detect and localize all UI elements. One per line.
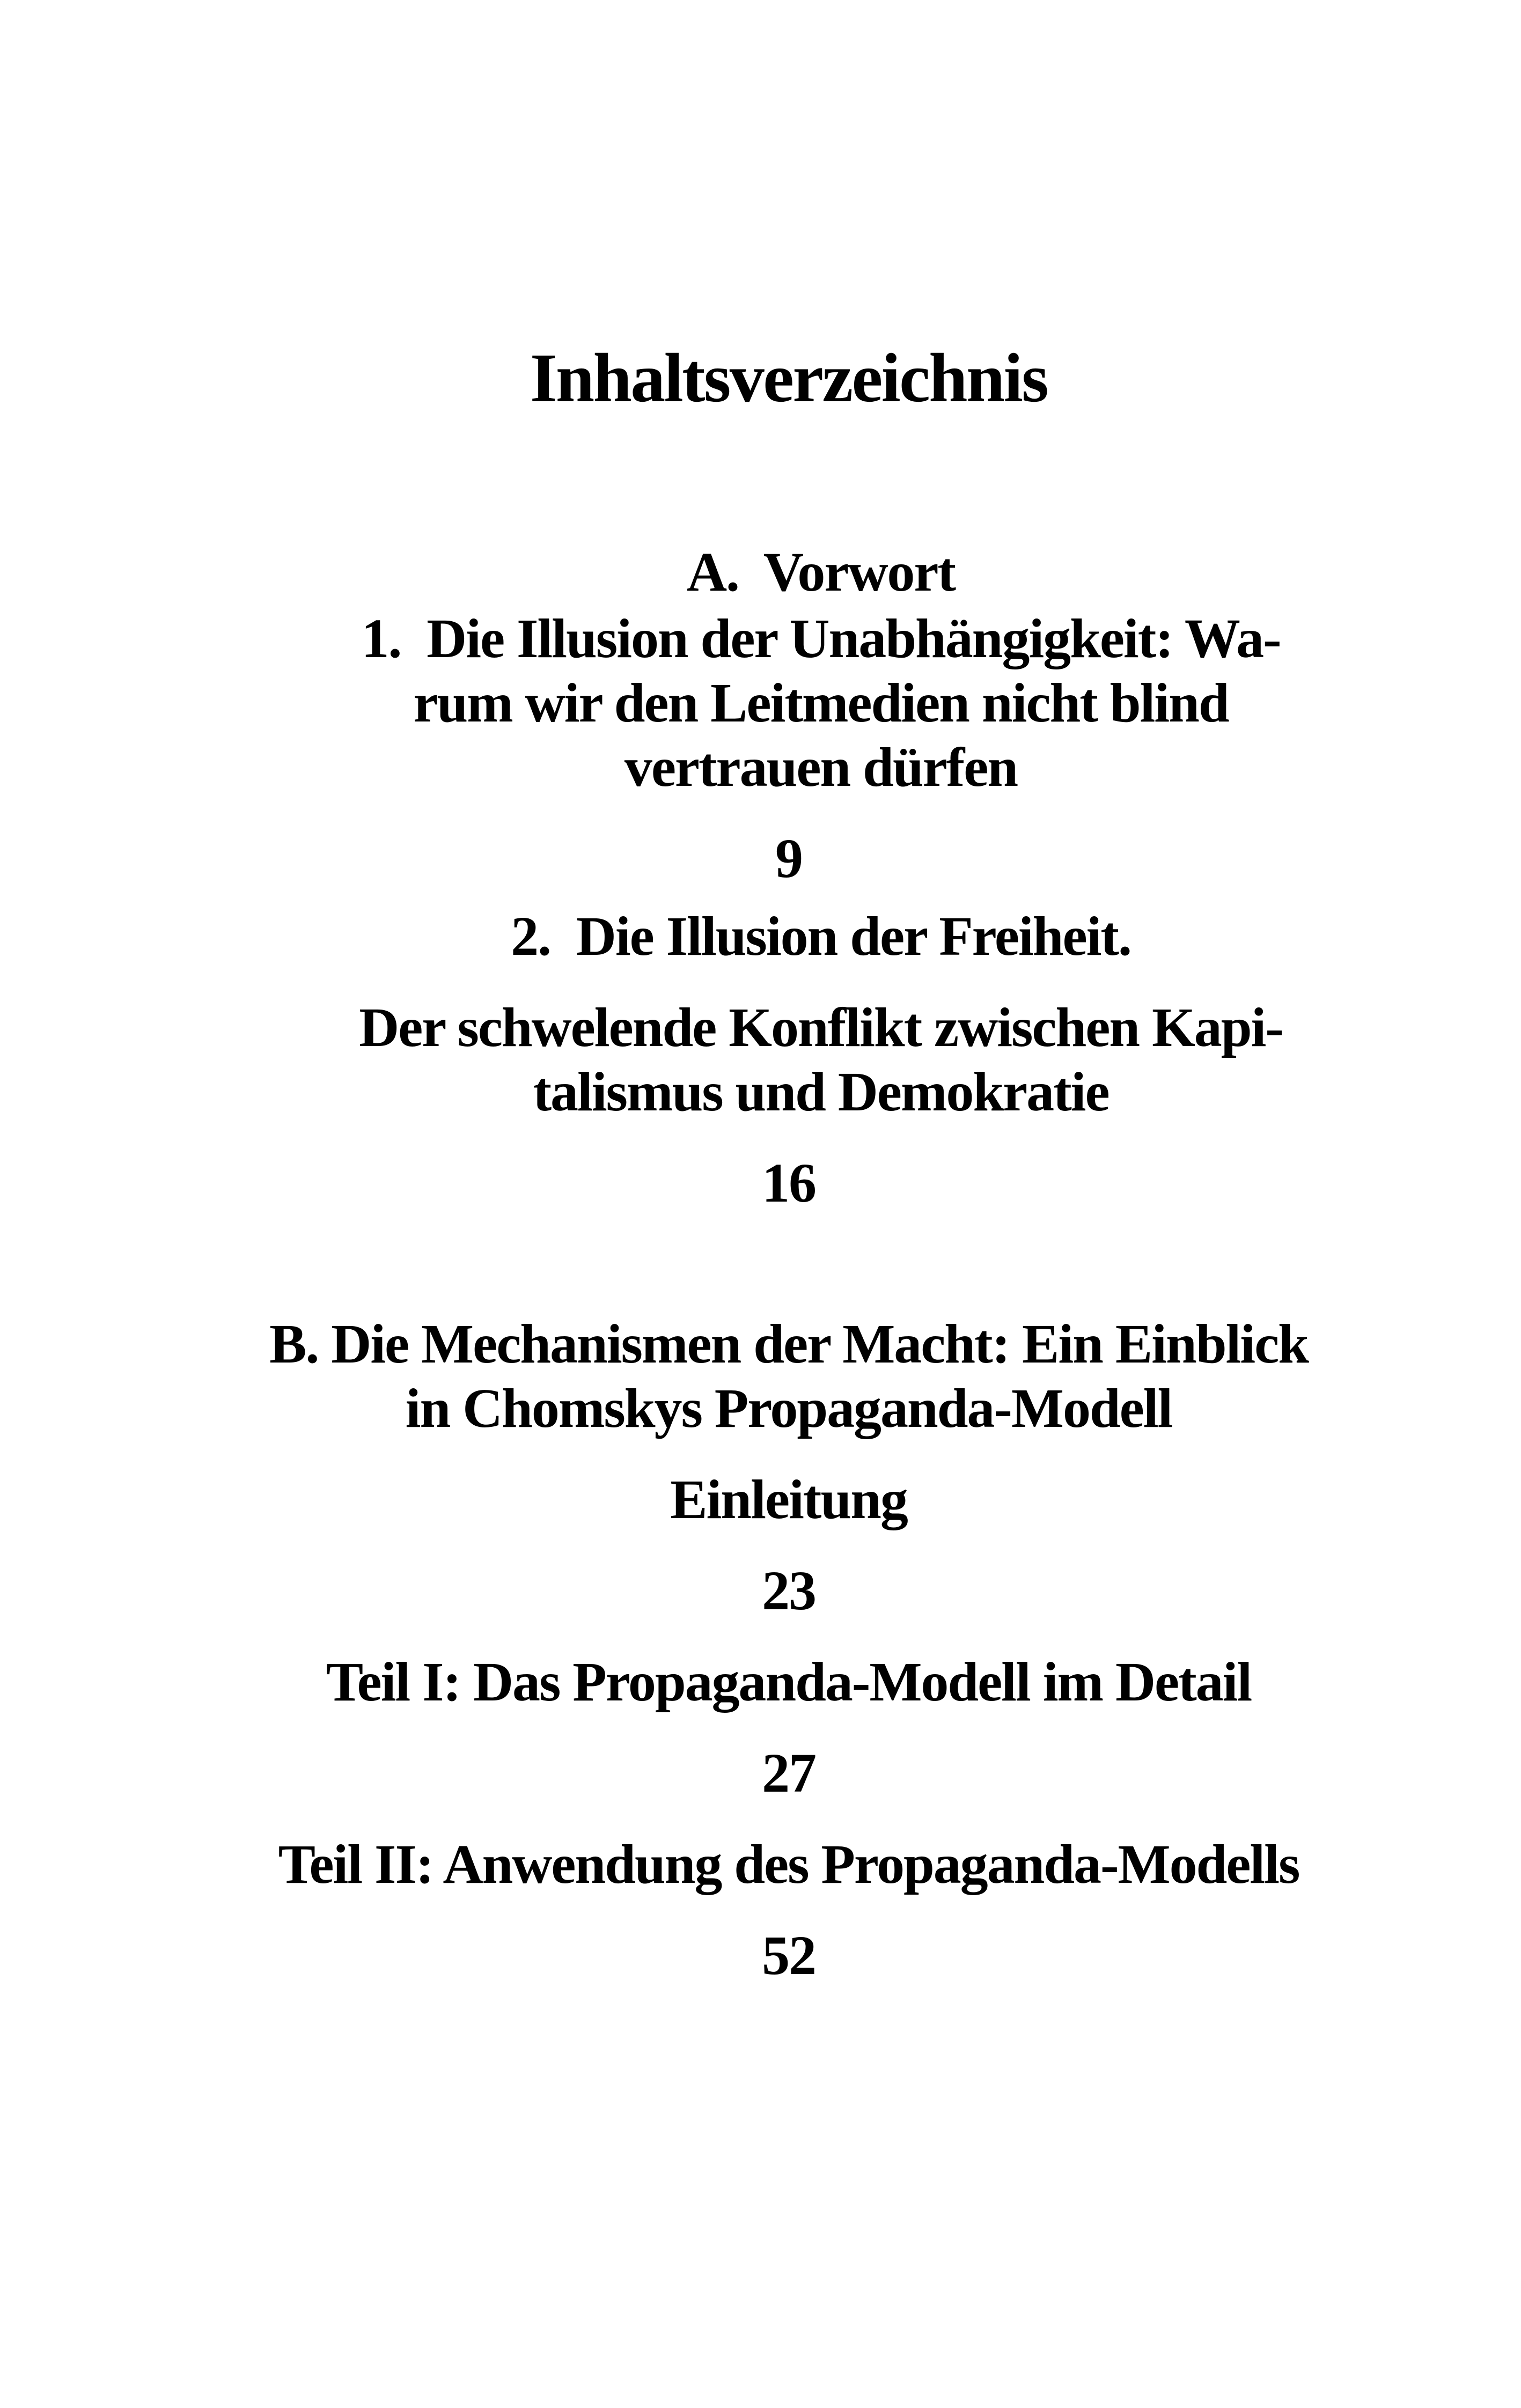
toc-line: Teil I: Das Propaganda-Modell im Detail — [326, 1651, 1252, 1713]
toc-line: rum wir den Leitmedien nicht blind — [413, 672, 1229, 734]
toc-page-number — [172, 827, 1406, 891]
toc-entry — [172, 1468, 1406, 1532]
toc-entry — [172, 540, 1406, 605]
toc-line: talismus und Demokratie — [533, 1061, 1109, 1123]
toc-line: Teil II: Anwendung des Propaganda-Modells — [278, 1833, 1299, 1895]
toc-line: 27 — [762, 1742, 815, 1804]
toc-line: in Chomskys Propaganda-Modell — [405, 1378, 1172, 1439]
toc-line: 52 — [762, 1925, 815, 1986]
toc-entry — [172, 607, 1406, 800]
toc-line: A. Vorwort — [687, 541, 955, 603]
toc-page-number — [172, 1151, 1406, 1216]
toc-page-number — [172, 1924, 1406, 1988]
toc-entry — [172, 904, 1406, 969]
toc-line: 9 — [775, 828, 802, 889]
toc-entry — [172, 996, 1406, 1124]
table-of-contents — [172, 540, 1406, 1988]
toc-entry — [172, 1832, 1406, 1897]
toc-line: Einleitung — [670, 1469, 907, 1530]
toc-line: 23 — [762, 1560, 815, 1622]
toc-line: B. Die Mechanismen der Macht: Ein Einblick — [269, 1313, 1308, 1375]
toc-line: vertrauen dürfen — [624, 737, 1018, 798]
toc-entry — [172, 1312, 1406, 1441]
page-title: Inhaltsverzeichnis — [530, 340, 1048, 417]
toc-line: 1. Die Illusion der Unabhängigkeit: Wa- — [361, 608, 1281, 669]
toc-page-number — [172, 1559, 1406, 1623]
toc-line: 16 — [762, 1152, 815, 1214]
toc-line: Der schwelende Konflikt zwischen Kapi- — [359, 997, 1283, 1058]
toc-page-number — [172, 1741, 1406, 1806]
toc-line: 2. Die Illusion der Freiheit. — [511, 905, 1131, 967]
toc-entry — [172, 1650, 1406, 1714]
